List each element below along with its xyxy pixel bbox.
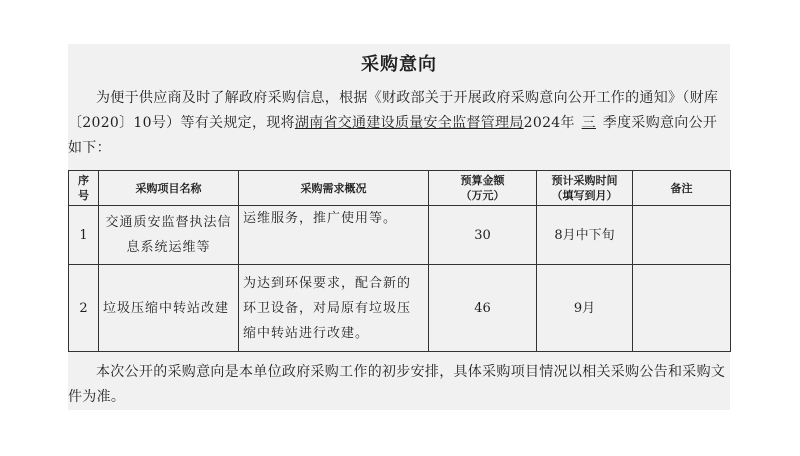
row-name: 交通质安监督执法信息系统运维等 bbox=[99, 206, 239, 265]
header-no: 序号 bbox=[69, 171, 99, 206]
header-remark: 备注 bbox=[633, 171, 731, 206]
table-header-row bbox=[69, 171, 731, 206]
header-budget-line2: （万元） bbox=[460, 189, 505, 202]
row-desc: 为达到环保要求，配合新的环卫设备，对局原有垃圾压缩中转站进行改建。 bbox=[239, 265, 429, 352]
row-time: 9月 bbox=[537, 265, 633, 352]
header-budget bbox=[429, 171, 537, 206]
table-row bbox=[69, 265, 731, 352]
header-budget-line1: 预算金额 bbox=[460, 174, 505, 187]
row-remark bbox=[633, 265, 731, 352]
intro-text-1: 为便于供应商及时了解政府采购信息，根据《财政部关于开展政府采购意向公开工作的通知》（财库〔2020〕10号）等有关规定，现将 bbox=[68, 90, 719, 131]
header-time-line1: 预计采购时间 bbox=[551, 174, 618, 187]
outro-text: 本次公开的采购意向是本单位政府采购工作的初步安排，具体采购项目情况以相关采购公告和采购文件为准。 bbox=[68, 364, 726, 405]
row-name: 垃圾压缩中转站改建 bbox=[99, 265, 239, 352]
header-time-line2: （填写到月） bbox=[551, 189, 618, 202]
intro-unit-name: 湖南省交通建设质量安全监督管理局 bbox=[294, 115, 524, 131]
row-budget: 30 bbox=[429, 206, 537, 265]
intro-paragraph bbox=[68, 86, 730, 161]
row-no: 1 bbox=[69, 206, 99, 265]
header-time bbox=[537, 171, 633, 206]
row-budget: 46 bbox=[429, 265, 537, 352]
document-page bbox=[68, 44, 730, 410]
outro-paragraph bbox=[68, 360, 730, 410]
row-no: 2 bbox=[69, 265, 99, 352]
document-title: 采购意向 bbox=[361, 54, 437, 75]
row-remark bbox=[633, 206, 731, 265]
row-desc: 运维服务，推广使用等。 bbox=[239, 206, 429, 265]
header-desc: 采购需求概况 bbox=[239, 171, 429, 206]
intro-quarter: 三 bbox=[581, 115, 596, 131]
intro-text-3: 季度采购意向公开如下： bbox=[68, 115, 718, 156]
procurement-table bbox=[68, 170, 731, 352]
table-row bbox=[69, 206, 731, 265]
intro-text-2: 2024年 bbox=[523, 115, 575, 131]
header-name: 采购项目名称 bbox=[99, 171, 239, 206]
row-time: 8月中下旬 bbox=[537, 206, 633, 265]
